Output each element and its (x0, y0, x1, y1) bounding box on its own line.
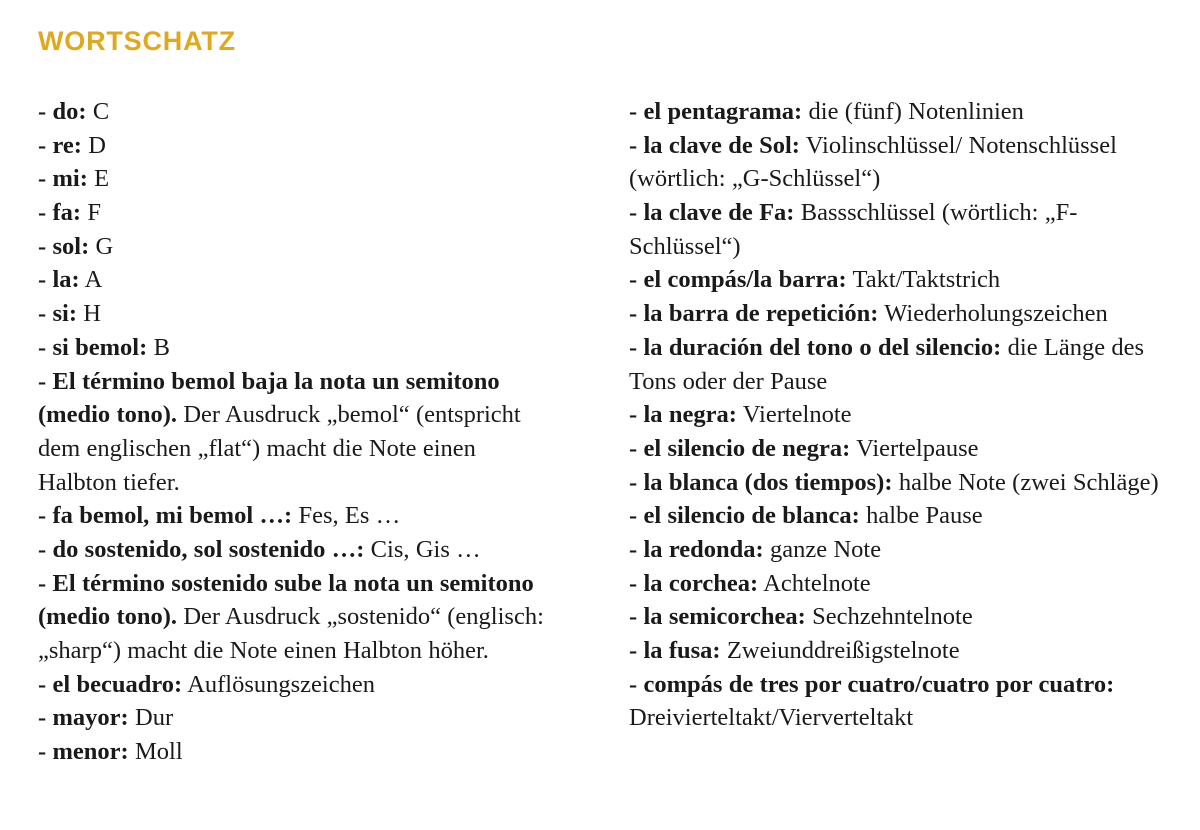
vocabulary-entry (38, 263, 559, 297)
vocabulary-gloss: A (79, 266, 103, 294)
vocabulary-term: - el silencio de blanca: (629, 502, 860, 530)
vocabulary-gloss: die Länge des Tons oder der Pause (629, 333, 1145, 395)
vocabulary-entry (38, 499, 559, 533)
vocabulary-gloss: Takt/Taktstrich (846, 266, 1001, 294)
vocabulary-term: - mayor: (38, 704, 129, 732)
vocabulary-gloss: Bassschlüssel (wörtlich: „F-Schlüssel“) (629, 199, 1078, 260)
vocabulary-gloss: Dreivierteltakt/Vierverteltakt (629, 704, 914, 732)
vocabulary-entry (38, 230, 559, 264)
vocabulary-gloss: G (89, 232, 114, 260)
vocabulary-term: - el becuadro: (38, 670, 183, 698)
vocabulary-entry (38, 668, 559, 702)
vocabulary-entry (38, 365, 559, 500)
vocabulary-term: - re: (38, 131, 82, 159)
vocabulary-term: - la semicorchea: (629, 603, 806, 631)
vocabulary-term: - la corchea: (629, 569, 759, 597)
vocabulary-term: - la: (38, 266, 80, 294)
page-title: WORTSCHATZ (38, 26, 236, 56)
vocabulary-term: - do: (38, 98, 87, 125)
vocabulary-entry (629, 533, 1160, 567)
vocabulary-gloss: ganze Note (763, 535, 882, 563)
vocabulary-term: - do sostenido, sol sostenido …: (38, 535, 365, 563)
vocabulary-entry (38, 297, 559, 331)
vocabulary-term: - El término sostenido sube la nota un semitono (medio tono). (38, 569, 534, 631)
vocabulary-gloss: Viertelnote (736, 401, 852, 429)
vocabulary-entry (38, 701, 559, 735)
vocabulary-entry (38, 95, 559, 129)
vocabulary-column-left (38, 95, 599, 769)
vocabulary-gloss: F (81, 199, 102, 227)
vocabulary-term: - la clave de Sol: (629, 131, 800, 159)
vocabulary-term: - menor: (38, 738, 129, 766)
vocabulary-gloss: Zweiunddreißigstelnote (720, 637, 960, 664)
vocabulary-entry (629, 129, 1160, 196)
vocabulary-entry (38, 129, 559, 163)
vocabulary-gloss: Der Ausdruck „sostenido“ (englisch: „sharp“) macht die Note einen Halbton höher. (38, 603, 544, 664)
vocabulary-entry (38, 196, 559, 230)
vocabulary-entry (38, 162, 559, 196)
vocabulary-gloss: C (86, 98, 110, 125)
vocabulary-gloss: Sechzehntelnote (805, 603, 973, 631)
vocabulary-columns (38, 95, 1160, 769)
vocabulary-entry (629, 567, 1160, 601)
vocabulary-term: - la negra: (629, 401, 737, 429)
vocabulary-term: - si bemol: (38, 333, 148, 361)
vocabulary-term: - fa bemol, mi bemol …: (38, 502, 293, 530)
vocabulary-entry (629, 95, 1160, 129)
vocabulary-term: - mi: (38, 165, 88, 193)
vocabulary-gloss: Achtelnote (758, 569, 871, 597)
vocabulary-entry (629, 297, 1160, 331)
vocabulary-term: - si: (38, 300, 77, 328)
vocabulary-term: - compás de tres por cuatro/cuatro por cuatro: (629, 670, 1115, 698)
vocabulary-gloss: B (147, 333, 170, 361)
vocabulary-entry (629, 634, 1160, 668)
vocabulary-gloss: Moll (128, 738, 183, 766)
vocabulary-gloss: Dur (128, 704, 174, 732)
vocabulary-entry (629, 196, 1160, 263)
vocabulary-term: - el pentagrama: (629, 98, 803, 125)
vocabulary-term: - sol: (38, 232, 90, 260)
vocabulary-term: - el compás/la barra: (629, 266, 847, 294)
vocabulary-term: - fa: (38, 199, 82, 227)
vocabulary-entry (629, 600, 1160, 634)
vocabulary-gloss: D (81, 131, 106, 159)
vocabulary-term: - El término bemol baja la nota un semitono (medio tono). (38, 367, 500, 429)
vocabulary-term: - la clave de Fa: (629, 199, 795, 227)
vocabulary-gloss: Wiederholungszeichen (878, 300, 1108, 328)
vocabulary-term: - la duración del tono o del silencio: (629, 333, 1002, 361)
vocabulary-term: - la blanca (dos tiempos): (629, 468, 893, 496)
vocabulary-entry (629, 432, 1160, 466)
vocabulary-gloss: Fes, Es … (292, 502, 401, 530)
vocabulary-entry (629, 499, 1160, 533)
vocabulary-term: - la barra de repetición: (629, 300, 879, 328)
vocabulary-gloss: Violinschlüssel/ Notenschlüssel (wörtlich: „G-Schlüssel“) (629, 131, 1117, 193)
vocabulary-gloss: Auflösungszeichen (182, 670, 375, 698)
vocabulary-term: - la redonda: (629, 535, 764, 563)
vocabulary-column-right (599, 95, 1160, 735)
vocabulary-gloss: H (76, 300, 102, 328)
vocabulary-entry (38, 567, 559, 668)
vocabulary-gloss: Cis, Gis … (364, 535, 481, 563)
vocabulary-entry (38, 735, 559, 769)
vocabulary-term: - el silencio de negra: (629, 434, 851, 462)
vocabulary-entry (629, 398, 1160, 432)
vocabulary-entry (629, 331, 1160, 398)
vocabulary-gloss: halbe Pause (859, 502, 983, 530)
vocabulary-gloss: Viertelpause (850, 434, 979, 462)
vocabulary-entry (38, 533, 559, 567)
vocabulary-gloss: E (87, 165, 110, 193)
vocabulary-entry (629, 668, 1160, 735)
vocabulary-gloss: die (fünf) Notenlinien (802, 98, 1024, 125)
vocabulary-entry (629, 263, 1160, 297)
vocabulary-term: - la fusa: (629, 637, 721, 664)
vocabulary-entry (38, 331, 559, 365)
vocabulary-gloss: halbe Note (zwei Schläge) (892, 468, 1159, 496)
vocabulary-entry (629, 466, 1160, 500)
vocabulary-gloss: Der Ausdruck „bemol“ (entspricht dem englischen „flat“) macht die Note einen Halbton tiefer. (38, 401, 521, 496)
